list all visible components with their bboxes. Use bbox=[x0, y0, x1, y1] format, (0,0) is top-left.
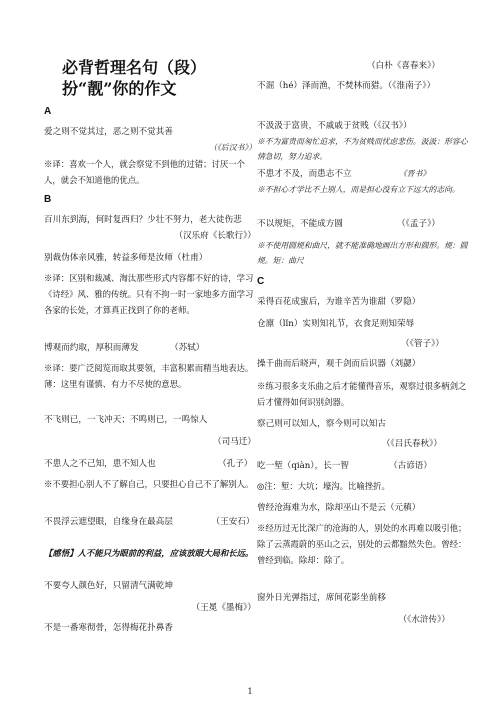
quote-c7: 窗外日光弹指过，席间花影坐前移 bbox=[257, 593, 386, 603]
source-b5: （孔子） bbox=[218, 459, 253, 469]
quote-r2: 不汲汲于富贵，不戚戚于贫贱（《汉书》） bbox=[257, 121, 412, 131]
quote-b1: 百川东到海，何时复西归？少壮不努力，老大徒伤悲 bbox=[44, 215, 242, 225]
note-b5: ※不要担心别人不了解自己，只要担心自己不了解别人。 bbox=[44, 479, 254, 489]
section-letter-a: A bbox=[44, 106, 52, 117]
source-b3: （苏轼） bbox=[170, 343, 205, 353]
note-c6: ※经历过无比深广的沧海的人，别处的水再难以吸引他；除了云蒸霞蔚的巫山之云，别处的云都黯然失色。曾经：曾经到临。除却：除了。 bbox=[257, 523, 467, 565]
quote-a1: 爱之则不觉其过，恶之则不觉其善 bbox=[44, 127, 173, 137]
source-b1: （汉乐府《长歌行》） bbox=[174, 231, 256, 241]
source-c7: （《水浒传》） bbox=[398, 615, 450, 625]
note-c3: ※练习很多支乐曲之后才能懂得音乐，观察过很多柄剑之后才懂得如何识别剑器。 bbox=[257, 381, 467, 407]
source-b7: （王冕《墨梅》） bbox=[191, 603, 256, 613]
quote-r3: 不患才不及，而患志不立 bbox=[257, 169, 352, 179]
note-b3: ※译：要广泛阅览而取其要领，丰富积累而精当地表达。薄：这里有谨慎、有力不尽使的意思。 bbox=[44, 363, 254, 389]
source-a1: （《后汉书》） bbox=[209, 143, 256, 152]
page-number: 1 bbox=[247, 687, 253, 696]
note-r3: ※不担心才学比不上别人，而是担心没有立下远大的志向。 bbox=[257, 185, 460, 194]
page-title: 必背哲理名句（段） bbox=[62, 58, 207, 77]
section-letter-b: B bbox=[44, 194, 52, 205]
quote-b6: 不畏浮云遮望眼，自缘身在最高层 bbox=[44, 517, 173, 527]
quote-r4: 不以规矩，不能成方圆 bbox=[257, 219, 343, 229]
section-letter-c: C bbox=[257, 276, 265, 287]
quote-b4: 不飞则已，一飞冲天；不鸣则已，一鸣惊人 bbox=[44, 415, 208, 425]
source-b6: （王安石） bbox=[211, 517, 255, 527]
source-b8: （白朴《喜春来》） bbox=[366, 61, 440, 71]
source-c2: （《管子》） bbox=[401, 339, 444, 349]
quote-b5: 不患人之不己知，患不知人也 bbox=[44, 459, 156, 469]
note-c5: ◎注：堑：大坑；壕沟。比喻挫折。 bbox=[257, 481, 390, 491]
note-b6: 【感悟】人不能只为眼前的利益，应该放眼大局和长远。 bbox=[44, 548, 254, 558]
source-r4: （《孟子》） bbox=[397, 219, 440, 229]
quote-b2: 别裁伪体亲风雅，转益多师是汝师（杜甫） bbox=[44, 253, 208, 263]
quote-c6: 曾经沧海难为水，除却巫山不是云（元稹） bbox=[257, 503, 421, 513]
quote-c2: 仓廪（lǐn）实则知礼节，衣食足则知荣辱 bbox=[257, 319, 415, 329]
note-a1: ※译：喜欢一个人，就会察觉不到他的过错；讨厌一个人，就会不知道他的优点。 bbox=[44, 159, 245, 185]
source-r3: 《晋书》 bbox=[399, 169, 431, 178]
page-subtitle: 扮“靓”你的作文 bbox=[62, 79, 177, 98]
source-c4: （《吕氏春秋》） bbox=[381, 439, 442, 449]
quote-b3: 博观而约取，厚积而薄发 bbox=[44, 343, 139, 353]
quote-b7: 不要夸人颜色好，只留清气满乾坤 bbox=[44, 581, 173, 591]
source-b4: （司马迁） bbox=[213, 437, 256, 447]
note-r2: ※不为富贵而匆忙追求，不为贫贱而忧虑悲伤。汲汲：形容心情急切，努力追求。 bbox=[257, 137, 468, 161]
note-r4: ※不使用圆规和曲尺，就不能准确地画出方形和圆形。规：圆规。矩：曲尺 bbox=[257, 241, 468, 265]
quote-b8: 不是一番寒彻骨，怎得梅花扑鼻香 bbox=[44, 623, 173, 633]
quote-c1: 采得百花成蜜后，为谁辛苦为谁甜（罗隐） bbox=[257, 297, 421, 307]
quote-c3: 操千曲而后晓声，观千剑而后识器（刘勰） bbox=[257, 359, 421, 369]
source-c5: （古谚语） bbox=[389, 461, 432, 471]
note-b2: ※译：区别和裁减、淘汰那些形式内容都不好的诗，学习《诗经》风、雅的传统。只有不拘一时一家地多方面学习各家的长处，才算真正找到了你的老师。 bbox=[44, 273, 254, 315]
quote-c5: 吃一堑（qiàn），长一智 bbox=[257, 461, 349, 471]
quote-c4: 察己则可以知人，察今则可以知古 bbox=[257, 419, 386, 429]
quote-r1: 不淈（hé）泽而渔，不焚林而猎。（《淮南子》） bbox=[257, 81, 436, 91]
